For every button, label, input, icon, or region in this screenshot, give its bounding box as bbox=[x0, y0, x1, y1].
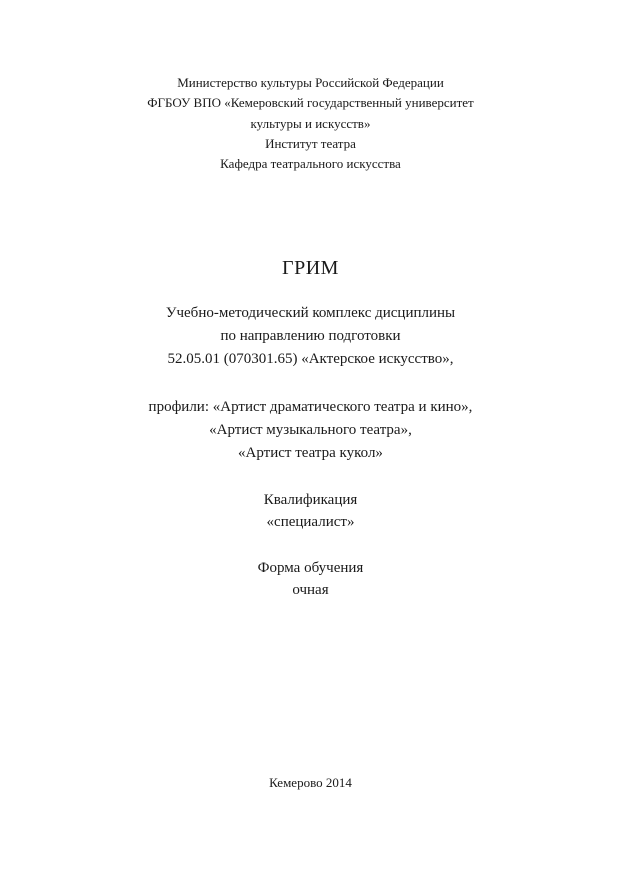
qualification-value: «специалист» bbox=[266, 514, 355, 530]
description-line-2: по направлению подготовки bbox=[220, 328, 401, 344]
study-form-value: очная bbox=[292, 582, 329, 598]
document-title: ГРИМ bbox=[282, 257, 339, 279]
profiles-line-2: «Артист музыкального театра», bbox=[209, 422, 412, 438]
description-line-3: 52.05.01 (070301.65) «Актерское искусство», bbox=[167, 351, 454, 367]
university-line-1: ФГБОУ ВПО «Кемеровский государственный университет bbox=[147, 95, 474, 110]
department-line: Кафедра театрального искусства bbox=[220, 156, 401, 171]
qualification-label: Квалификация bbox=[263, 492, 358, 508]
profiles-line-3: «Артист театра кукол» bbox=[238, 445, 383, 461]
profiles-line-1: профили: «Артист драматического театра и кино», bbox=[148, 399, 473, 415]
institute-line: Институт театра bbox=[265, 136, 356, 151]
ministry-line: Министерство культуры Российской Федерации bbox=[177, 75, 444, 90]
university-line-2: культуры и искусств» bbox=[250, 116, 371, 131]
place-year: Кемерово 2014 bbox=[269, 775, 352, 790]
study-form-label: Форма обучения bbox=[257, 560, 364, 576]
description-line-1: Учебно-методический комплекс дисциплины bbox=[165, 305, 456, 321]
